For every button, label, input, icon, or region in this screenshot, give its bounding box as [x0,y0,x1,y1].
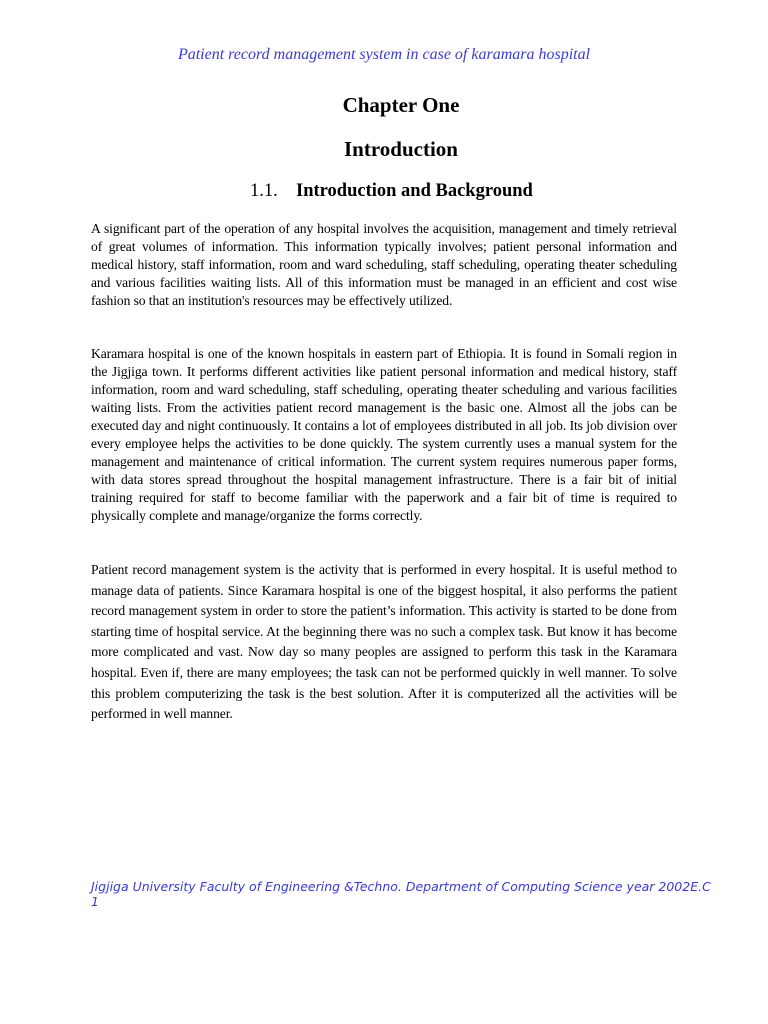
subsection-title: Introduction and Background [296,181,533,201]
running-footer [91,879,711,909]
chapter-title: Introduction [344,137,458,161]
subsection-number: 1.1. [250,181,278,201]
footer-text: Jigjiga University Faculty of Engineering &Techno. Department of Computing Science year 2002E.C [91,879,711,894]
body-paragraph-1: A significant part of the operation of any hospital involves the acquisition, management and timely retrieval of great volumes of information. This information typically involves; patient personal information and medical history, staff information, room and ward scheduling, staff scheduling, operating theater scheduling and various facilities waiting lists. All of this information must be managed in an efficient and cost wise fashion so that an institution's resources may be effectively utilized. [91,221,677,309]
body-paragraph-3: Patient record management system is the activity that is performed in every hospital. It is useful method to manage data of patients. Since Karamara hospital is one of the biggest hospital, it also performs the patient record management system in order to store the patient’s information. This activity is started to be done from starting time of hospital service. At the beginning there was no such a complex task. But know it has become more complicated and vast. Now day so many peoples are assigned to perform this task in the Karamara hospital. Even if, there are many employees; the task can not be performed quickly in well manner. To solve this problem computerizing the task is the best solution. After it is computerized all the activities will be performed in well manner. [91,562,677,722]
body-paragraph-2: Karamara hospital is one of the known hospitals in eastern part of Ethiopia. It is found in Somali region in the Jigjiga town. It performs different activities like patient personal information and medical history, staff information, room and ward scheduling, staff scheduling, operating theater scheduling and various facilities waiting lists. From the activities patient record management is the basic one. Almost all the jobs can be executed day and night continuously. It contains a lot of employees distributed in all job. Its job division over every employee helps the activities to be done quickly. The system currently uses a manual system for the management and maintenance of critical information. The current system requires numerous paper forms, with data stores spread throughout the hospital management infrastructure. There is a fair bit of initial training required for staff to become familiar with the paperwork and a fair bit of time is required to physically complete and manage/organize the forms correctly. [91,346,677,523]
chapter-label: Chapter One [342,93,460,117]
subsection-heading [250,181,533,202]
running-header: Patient record management system in case of karamara hospital [177,46,591,63]
page-number: 1 [91,894,99,909]
